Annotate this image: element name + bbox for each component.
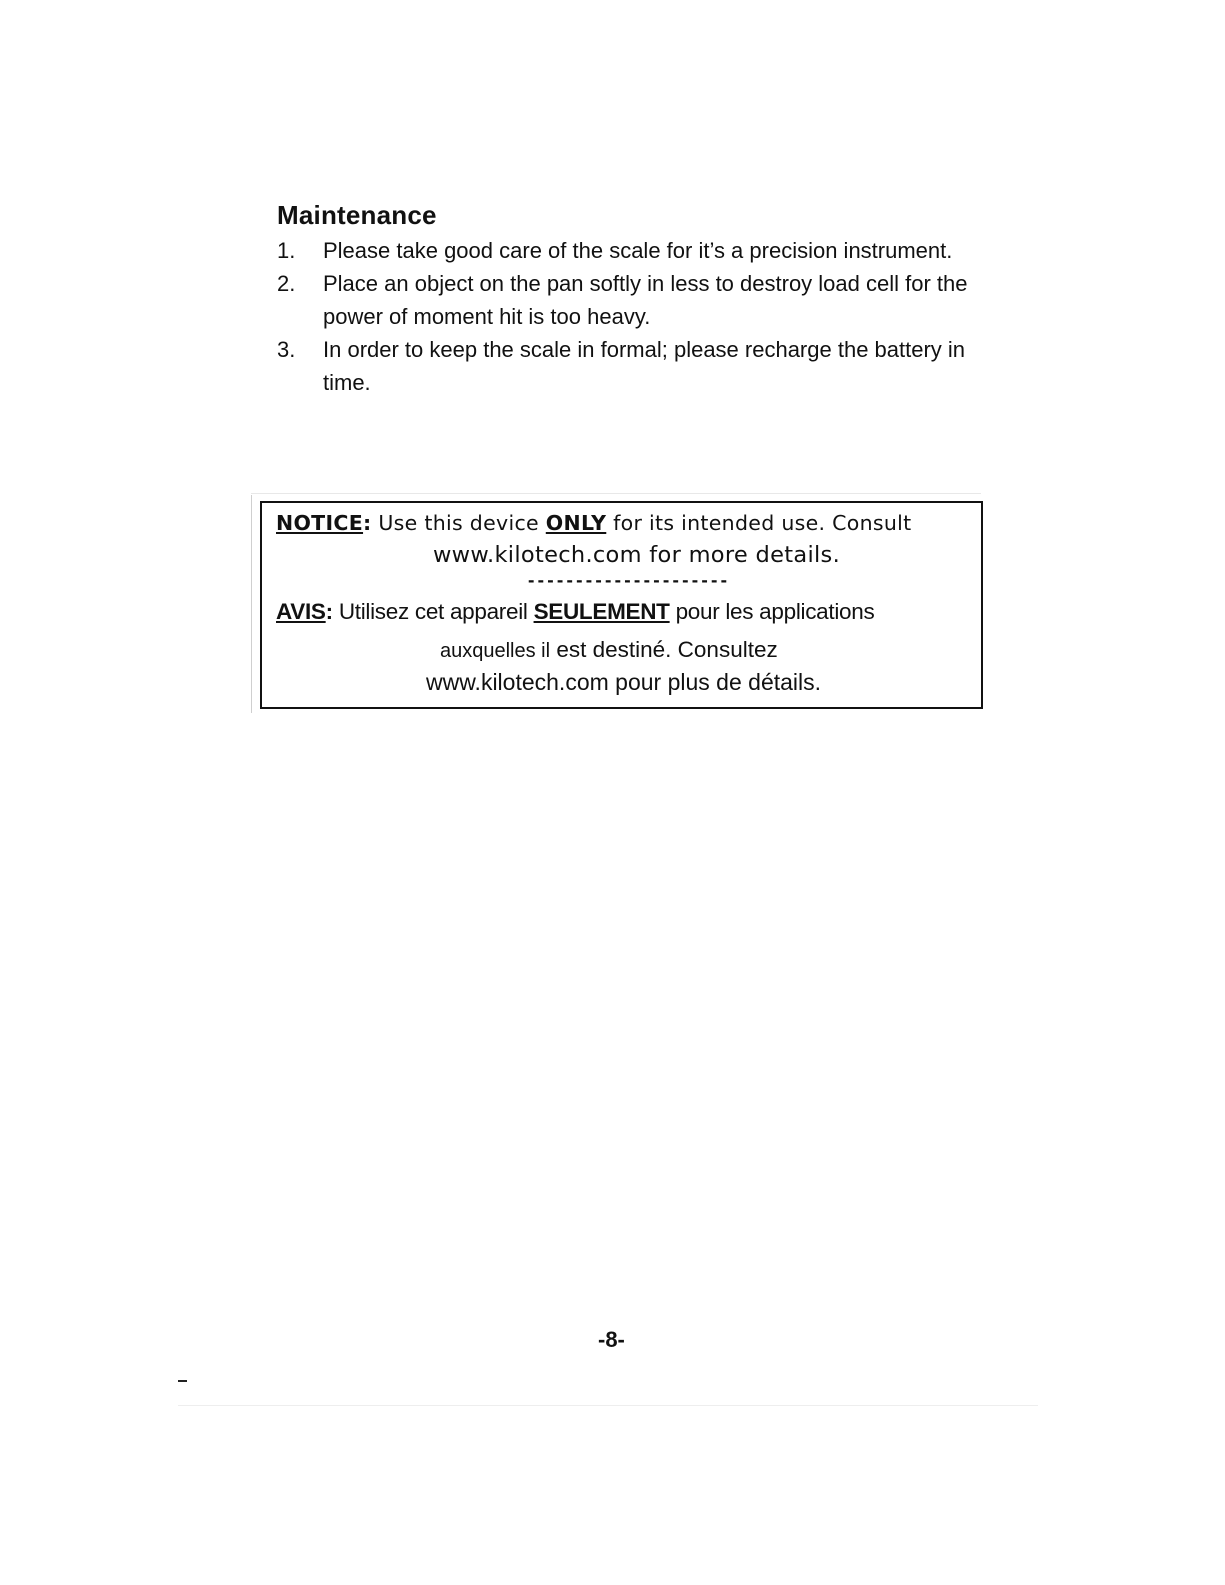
notice-line-1	[276, 511, 912, 535]
avis-line-2	[440, 637, 778, 663]
item-number: 3.	[277, 337, 296, 362]
page-number: -8-	[598, 1327, 625, 1352]
item-text: In order to keep the scale in formal; please recharge the battery in time.	[323, 337, 966, 395]
maintenance-item-3	[277, 333, 977, 399]
maintenance-heading: Maintenance	[277, 200, 437, 230]
item-text: Place an object on the pan softly in less to destroy load cell for the power of moment hit is too heavy.	[323, 271, 968, 329]
notice-post: for its intended use. Consult	[613, 511, 912, 535]
avis-label: AVIS	[276, 599, 326, 624]
scan-edge-left	[251, 495, 252, 713]
margin-mark	[178, 1380, 187, 1382]
scan-edge-top	[251, 493, 981, 494]
notice-emphasis: ONLY	[545, 511, 607, 535]
avis-line2-rest: est destiné. Consultez	[556, 637, 778, 662]
avis-line-1	[276, 599, 874, 625]
notice-label: NOTICE	[276, 511, 364, 535]
notice-colon: :	[363, 511, 372, 535]
item-number: 2.	[277, 271, 296, 296]
notice-line-2: www.kilotech.com for more details.	[432, 542, 841, 568]
maintenance-list	[277, 234, 977, 399]
avis-pre: Utilisez cet appareil	[338, 599, 528, 624]
avis-colon: :	[325, 599, 333, 624]
notice-box	[260, 501, 983, 709]
avis-emphasis: SEULEMENT	[533, 599, 670, 624]
avis-line2-small: auxquelles il	[440, 640, 551, 662]
maintenance-item-1	[277, 234, 977, 267]
maintenance-item-2	[277, 267, 977, 333]
notice-separator: ---------------------	[526, 571, 729, 590]
item-text: Please take good care of the scale for it’s a precision instrument.	[323, 238, 953, 263]
avis-post: pour les applications	[675, 599, 875, 624]
notice-pre: Use this device	[378, 511, 539, 535]
avis-line-3: www.kilotech.com pour plus de détails.	[426, 669, 822, 695]
bottom-rule	[178, 1405, 1038, 1406]
item-number: 1.	[277, 238, 296, 263]
